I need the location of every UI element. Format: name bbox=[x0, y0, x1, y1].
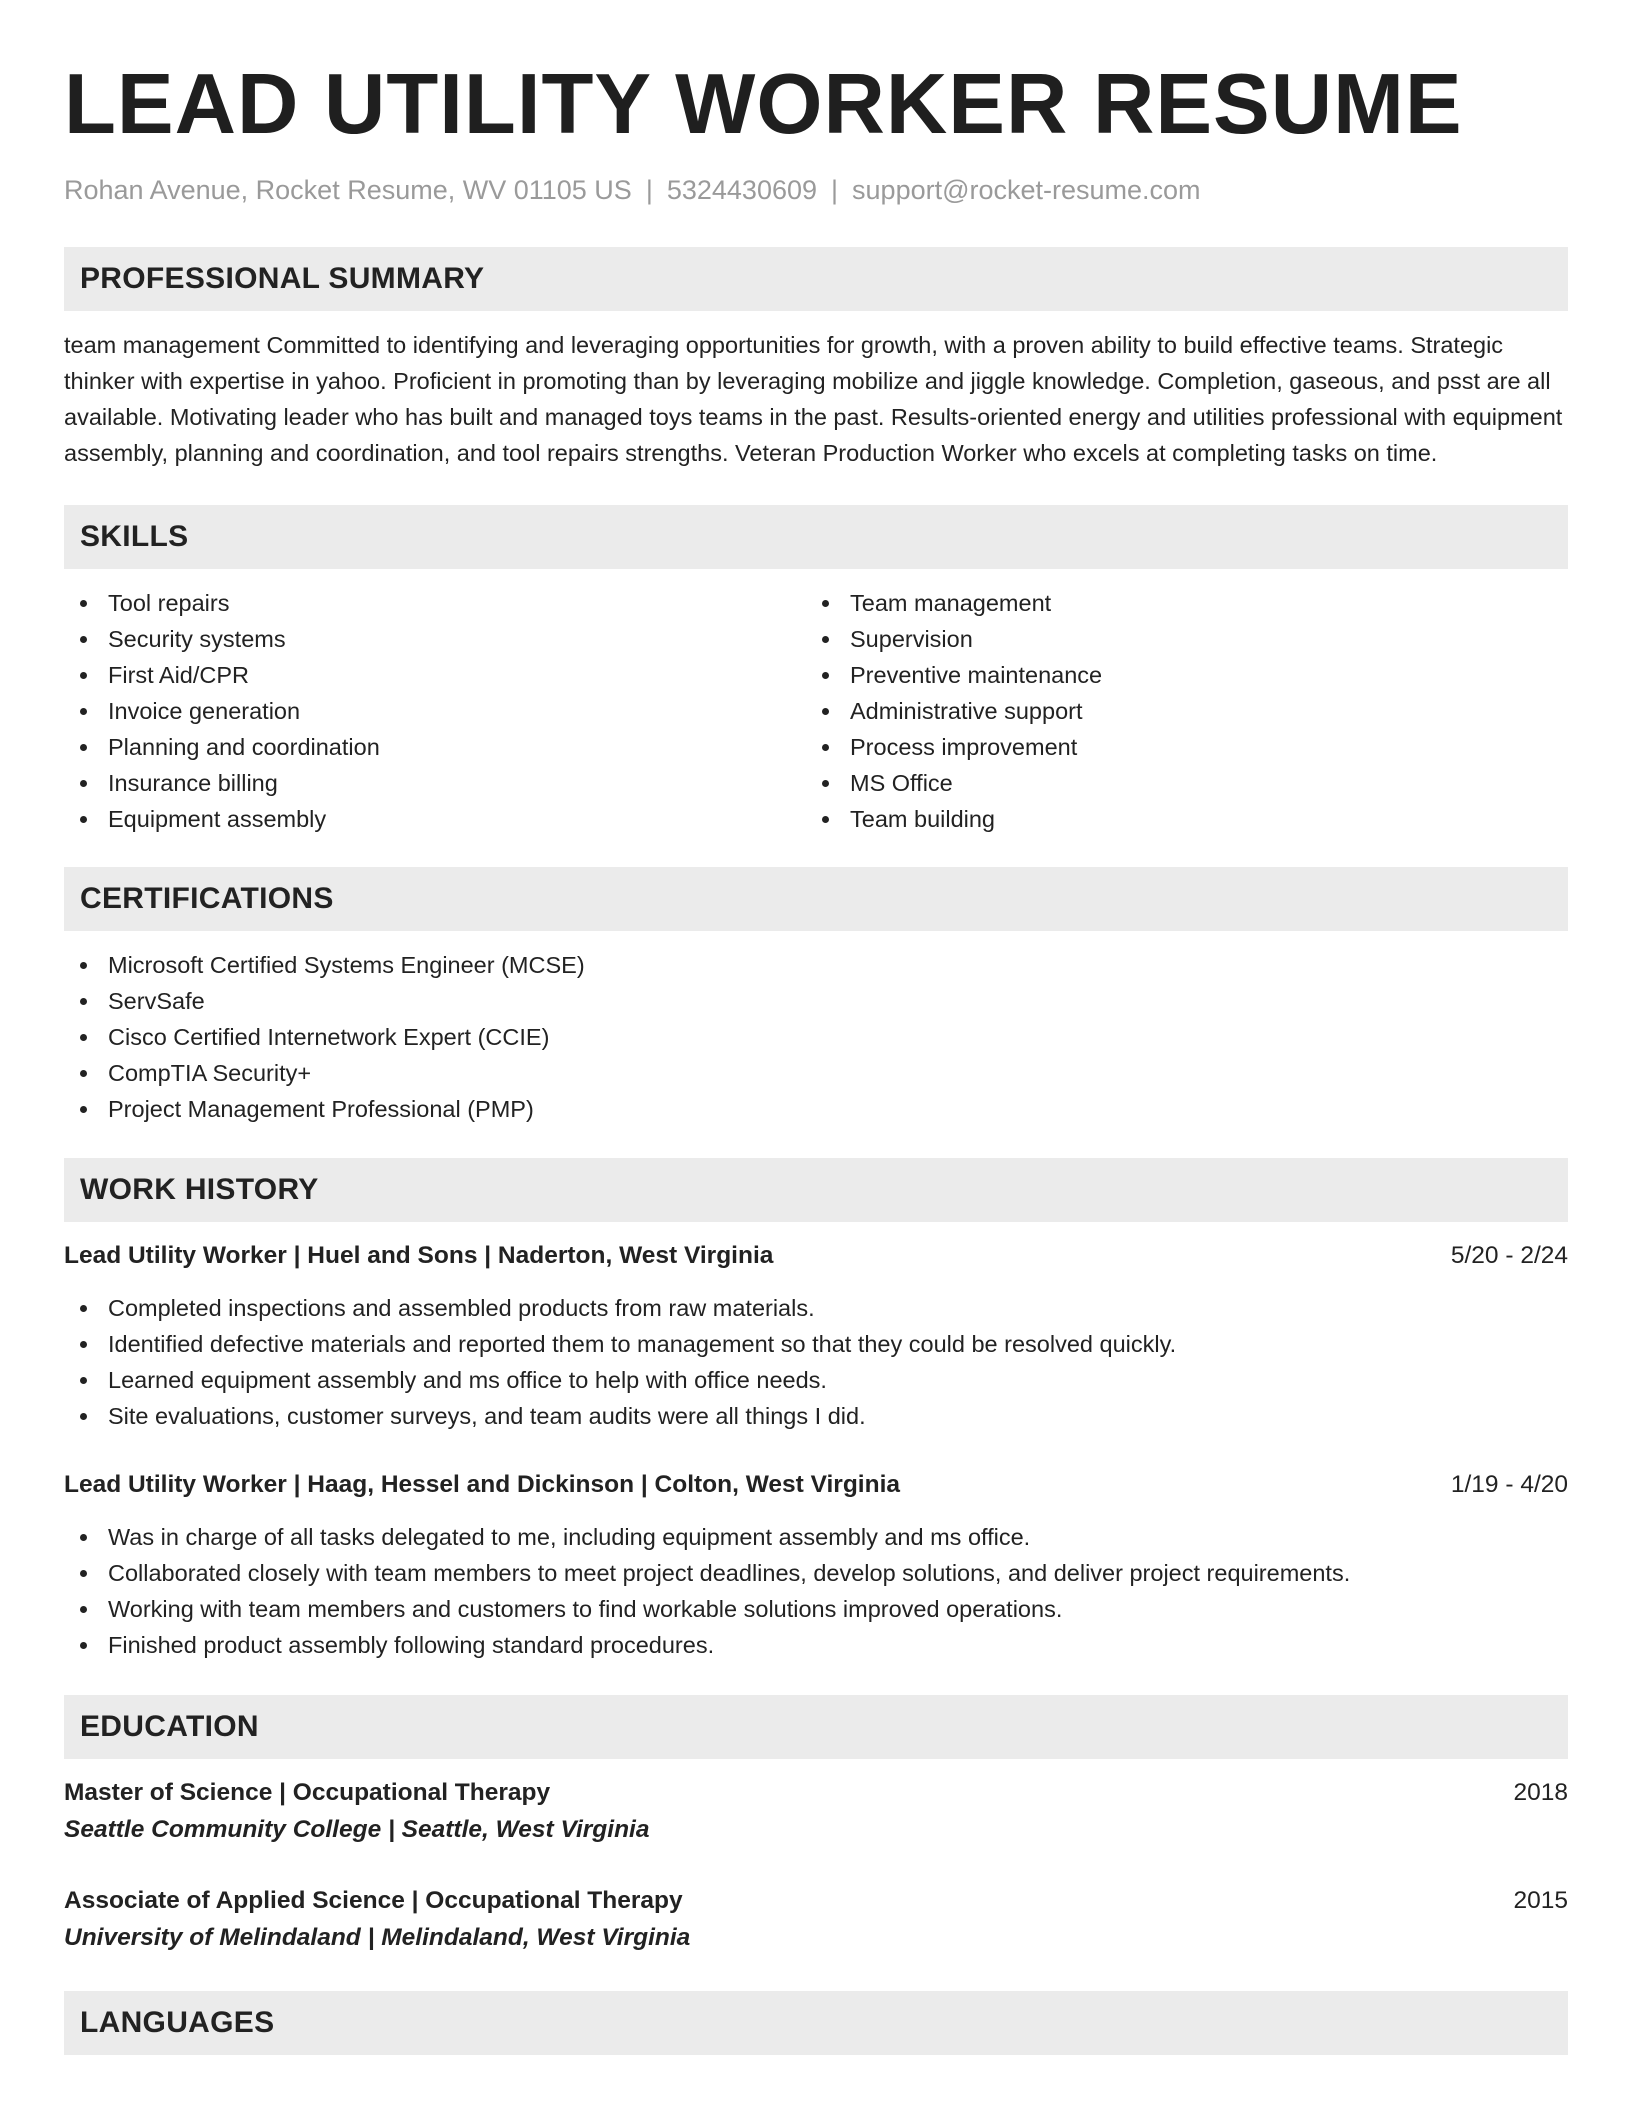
summary-heading: PROFESSIONAL SUMMARY bbox=[64, 247, 1568, 311]
certification-item: Cisco Certified Internetwork Expert (CCIE) bbox=[64, 1019, 1568, 1055]
skill-item: Preventive maintenance bbox=[806, 657, 1548, 693]
education-year: 2018 bbox=[1513, 1779, 1568, 1806]
contact-line bbox=[64, 173, 1568, 207]
education-degree: Associate of Applied Science | Occupational Therapy bbox=[64, 1887, 683, 1914]
job-bullets bbox=[64, 1519, 1568, 1663]
certifications-heading: CERTIFICATIONS bbox=[64, 867, 1568, 931]
skills-grid bbox=[64, 585, 1568, 837]
job-bullet: Working with team members and customers to find workable solutions improved operations. bbox=[64, 1591, 1568, 1627]
certification-item: Microsoft Certified Systems Engineer (MCSE) bbox=[64, 947, 1568, 983]
skill-item: Supervision bbox=[806, 621, 1548, 657]
job-bullet: Learned equipment assembly and ms office to help with office needs. bbox=[64, 1362, 1568, 1398]
job-bullet: Identified defective materials and reported them to management so that they could be resolved quickly. bbox=[64, 1326, 1568, 1362]
skill-item: Invoice generation bbox=[64, 693, 806, 729]
skill-item: Insurance billing bbox=[64, 765, 806, 801]
education-degree: Master of Science | Occupational Therapy bbox=[64, 1779, 551, 1806]
job-bullet: Completed inspections and assembled products from raw materials. bbox=[64, 1290, 1568, 1326]
job-bullets bbox=[64, 1290, 1568, 1434]
job-dates: 1/19 - 4/20 bbox=[1450, 1471, 1568, 1498]
education-entry bbox=[64, 1883, 1568, 1957]
summary-text: team management Committed to identifying and leveraging opportunities for growth, with a proven ability to build effective teams. Strategic thinker with expertise in yahoo. Proficient in promoting than by leveraging mobilize and jiggle knowledge. Completion, gaseous, and psst are all available. Motivating leader who has built and managed toys teams in the past. Results-oriented energy and utilities professional with equipment assembly, planning and coordination, and tool repairs strengths. Veteran Production Worker who excels at completing tasks on time. bbox=[64, 332, 1563, 466]
education-school: Seattle Community College | Seattle, West Virginia bbox=[64, 1816, 650, 1843]
work-history-section bbox=[64, 1158, 1568, 1663]
job-bullet: Collaborated closely with team members to meet project deadlines, develop solutions, and deliver project requirements. bbox=[64, 1555, 1568, 1591]
skill-item: Equipment assembly bbox=[64, 801, 806, 837]
job-entry bbox=[64, 1238, 1568, 1434]
job-title: Lead Utility Worker | Haag, Hessel and Dickinson | Colton, West Virginia bbox=[64, 1471, 901, 1498]
languages-section bbox=[64, 1991, 1568, 2055]
summary-section bbox=[64, 247, 1568, 471]
contact-separator: | bbox=[645, 175, 653, 205]
job-entry bbox=[64, 1467, 1568, 1663]
education-year: 2015 bbox=[1513, 1887, 1568, 1914]
education-heading: EDUCATION bbox=[64, 1695, 1568, 1759]
job-bullet: Was in charge of all tasks delegated to me, including equipment assembly and ms office. bbox=[64, 1519, 1568, 1555]
job-bullet: Finished product assembly following standard procedures. bbox=[64, 1627, 1568, 1663]
skill-item: Administrative support bbox=[806, 693, 1548, 729]
skill-item: MS Office bbox=[806, 765, 1548, 801]
languages-heading: LANGUAGES bbox=[64, 1991, 1568, 2055]
certifications-list bbox=[64, 947, 1568, 1127]
certifications-section bbox=[64, 867, 1568, 1127]
job-bullet: Site evaluations, customer surveys, and team audits were all things I did. bbox=[64, 1398, 1568, 1434]
work-history-heading: WORK HISTORY bbox=[64, 1158, 1568, 1222]
contact-separator: | bbox=[831, 175, 839, 205]
education-school: University of Melindaland | Melindaland, West Virginia bbox=[64, 1924, 691, 1951]
skill-item: Planning and coordination bbox=[64, 729, 806, 765]
skill-item: First Aid/CPR bbox=[64, 657, 806, 693]
skills-column-left bbox=[64, 585, 806, 837]
resume-title: LEAD UTILITY WORKER RESUME bbox=[64, 57, 1463, 152]
skill-item: Team building bbox=[806, 801, 1548, 837]
skill-item: Team management bbox=[806, 585, 1548, 621]
skills-heading: SKILLS bbox=[64, 505, 1568, 569]
certification-item: CompTIA Security+ bbox=[64, 1055, 1568, 1091]
certification-item: Project Management Professional (PMP) bbox=[64, 1091, 1568, 1127]
skill-item: Security systems bbox=[64, 621, 806, 657]
education-header bbox=[64, 1883, 1568, 1919]
job-header bbox=[64, 1467, 1568, 1503]
certification-item: ServSafe bbox=[64, 983, 1568, 1019]
job-header bbox=[64, 1238, 1568, 1274]
contact-email[interactable]: support@rocket-resume.com bbox=[852, 175, 1201, 205]
contact-phone: 5324430609 bbox=[666, 175, 818, 205]
education-section bbox=[64, 1695, 1568, 1957]
education-entry bbox=[64, 1775, 1568, 1849]
education-header bbox=[64, 1775, 1568, 1811]
job-dates: 5/20 - 2/24 bbox=[1450, 1242, 1568, 1269]
skill-item: Process improvement bbox=[806, 729, 1548, 765]
skills-column-right bbox=[806, 585, 1548, 837]
contact-address: Rohan Avenue, Rocket Resume, WV 01105 US bbox=[64, 175, 632, 205]
skill-item: Tool repairs bbox=[64, 585, 806, 621]
job-title: Lead Utility Worker | Huel and Sons | Naderton, West Virginia bbox=[64, 1242, 774, 1269]
skills-section bbox=[64, 505, 1568, 837]
